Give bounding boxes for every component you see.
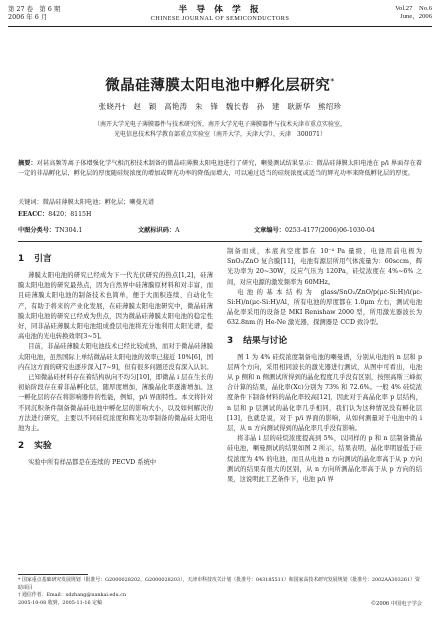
classification-line [18,225,422,234]
section-2-heading [18,439,213,453]
issue-date-zh: 2006 年 6 月 [8,13,48,21]
section-1-number: 1 [18,254,25,264]
author-list: 张晓丹† 赵 颖 高艳涛 朱 锋 魏长春 孙 建 耿新华 熊绍珍 [98,102,342,111]
left-column [18,247,213,468]
section-1-title: 引言 [34,254,52,264]
funding-footnote: * 国家重点基础研究发展规划（批准号：G2000028202，G2000028203），天津市科技攻关计划（批准号：043185511）和国家高技术研究发展规划（批准号：2002AA303261）资助项目 [18,577,420,591]
doc-value: A [175,227,180,234]
header-right [395,5,432,21]
doc-code [138,225,180,234]
results-paragraph-2: 将非晶 i 层的硅烷浓度提高到 5%，以同样的 p 和 n 层制备微晶硅电池，喇曼测试的结果如图 2 所示，结果表明，晶化率明显低于硅烷浓度为 4% 的电池，而且从电池 n 方向测试的晶化率高于从 p 方向测试的结果有很大的区别，从 n 方向所测晶化率高于从 p 方向的结果，这说明此工艺条件下，电池 p/i 界 [227,435,422,484]
running-header [8,5,432,31]
footnote-rule [18,574,88,575]
header-center [8,5,432,23]
keywords-label: 关键词： [18,199,43,206]
section-3-heading [227,334,422,348]
header-rule [8,26,432,27]
paper-title [0,74,440,95]
section-2-number: 2 [18,441,25,452]
affiliation [30,120,410,139]
experiment-paragraph-cont: 制备而成，本底真空度都在 10⁻⁴ Pa 量级，电池用前电极为 SnO₂/ZnO 复合膜[11]，电池有源层所用气体流量为：60sccm，辉光功率为 20~30W，反应气压为 120Pa，硅烷浓度在 4%~6% 之间，对应电源的激发频率为 60MHz。 [227,248,422,286]
abstract-text: 对甚高频等离子体增强化学气相沉积技术制备的微晶硅薄膜太阳电池进行了研究，喇曼测试结果显示：微晶硅薄膜太阳电池在 p/i 界面存在着一定的非晶孵化层，孵化层的厚度随硅烷浓度的增加或辉光功率的降低而增大，可以通过适当的硅烷浓度或适当的辉光功率来降低孵化层的厚度。 [18,160,422,177]
intro-paragraph-3: 已知微晶硅材料存在着结构纵向不均匀[10]，即微晶 i 层在生长的初始阶段存在着非晶孵化层，随厚度增加，薄膜晶化率逐渐增加。这一孵化层的存在将影响器件的性能，例如，p/i 界面特性。本文将针对不同沉积条件制备微晶硅电池中孵化层的影响大小，以及如何解决的方法进行研究，主要以不同硅烷浓度和辉光功率制备的微晶硅太阳电池为主。 [18,374,213,433]
issue-date-en: June，2006 [400,13,432,20]
section-3-title: 结果与讨论 [243,335,288,346]
paper-title-text: 微晶硅薄膜太阳电池中孵化层研究 [105,78,331,94]
eeacc-text: 8420；8115H [48,211,92,218]
clc-number [18,225,82,234]
doc-label: 文献标识码： [138,227,176,234]
volume-issue-zh: 第 27 卷 第 6 期 [8,5,61,13]
abstract-label: 摘要： [18,160,37,167]
intro-paragraph-1: 薄膜太阳电池的研究已经成为下一代光伏研究的热点[1,2]，硅薄膜太阳电池的研究最热点，因为自然界中硅薄膜原材料和对丰富，而且硅薄膜太阳电池的制备技术也简单，便于大面积连续、自动化生产，有助于将来的产业化发展，在硅薄膜太阳电池研究中，微晶硅薄膜太阳电池的研究已经成为焦点，因为微晶硅薄膜太阳电池的稳定性好，同非晶硅薄膜太阳电池组成叠层电池将充分地利用太阳光谱，提高电池的光电转换效率[3~5]。 [18,272,213,341]
abstract-separator [18,241,422,242]
clc-label: 中图分类号： [18,227,56,234]
section-2-title: 实验 [34,441,52,452]
corresponding-author-footnote: † 通信作者．Email：xdzhang@nankai.edu.cn [18,592,127,599]
eeacc-label: EEACC： [18,211,49,218]
experiment-paragraph-2: 电池的基本结构为 glass/SnO₂/ZnO/p(μc-Si:H)/i(μc-Si:H)/n(μc-Si:H)/Al，所有电池的厚度都在 1.0μm 左右，测试电池晶化率采用的设备是 MKI Renishaw 2000 型，所用激光器波长为 632.8nm 的 He-Ne 激光器，探测器是 CCD 致冷型。 [227,288,422,327]
footnotes [18,577,422,607]
experiment-paragraph-1: 实验中所有样品都是在连续的 PECVD 系统中 [28,459,157,467]
abstract [18,159,422,178]
right-column [227,247,422,485]
section-3-number: 3 [227,335,234,346]
results-paragraph-1: 图 1 为 4% 硅烷浓度制备电池的喇曼谱，分别从电池的 n 层和 p 层两个方向，采用相同波长的激光器进行测试，从图中可看出，电池从 p 侧和 n 侧测试所得到的晶化程度几乎没有区别，按照高斯三峰拟合计算的结果，晶化率(Xc)分别为 73% 和 72.6%。一般 4% 硅烷浓度条件下制备材料的晶化率较高[12]，因此对于高晶化率 p 层结构，n 层和 p 层测试的晶化率几乎相同，我们认为这种情况没有孵化层[13]，也就是说，对于 p/i 界面的影响，从如何测量对于电池中的 i 层，从 n 方向测试得到的晶化率几乎没有影响。 [227,353,422,433]
eeacc-codes [18,210,422,219]
article-label: 文章编号： [254,227,285,234]
affiliation-line-2: 光电信息技术科学教育部重点实验室（南开大学，天津大学），天津 300071） [114,130,326,138]
journal-name-en: CHINESE JOURNAL OF SEMICONDUCTORS [150,15,290,22]
affiliation-line-1: （南开大学光电子薄膜器件与技术研究所，南开大学光电子薄膜器件与技术天津市重点实验室， [93,121,346,128]
keywords-text: 微晶硅薄膜太阳电池；孵化层；喇曼光谱 [42,199,155,206]
received-dates-footnote: 2005-10-08 收到，2005-11-16 定稿 [18,599,102,606]
journal-name-zh: 半 导 体 学 报 [178,5,262,15]
title-footnote-mark: * [330,77,335,87]
section-1-heading [18,252,213,266]
clc-value: TN304.1 [55,227,83,234]
article-number [254,225,375,234]
article-value: 0253-4177(2006)06-1030-04 [284,227,375,234]
keywords [18,198,422,207]
volume-issue-en: Vol.27 No.6 [395,5,432,12]
copyright-notice: ©2006 中国电子学会 [370,601,422,607]
intro-paragraph-2: 目前，非晶硅薄膜太阳电池技术已经比较成熟，而对于微晶硅薄膜太阳电池，虽然国际上单结微晶硅太阳电池的效率已接近 10%[6]，国内在这方面的研究也逐步深入[7~9]，但有很多问题还没有深入认识。 [18,343,213,371]
